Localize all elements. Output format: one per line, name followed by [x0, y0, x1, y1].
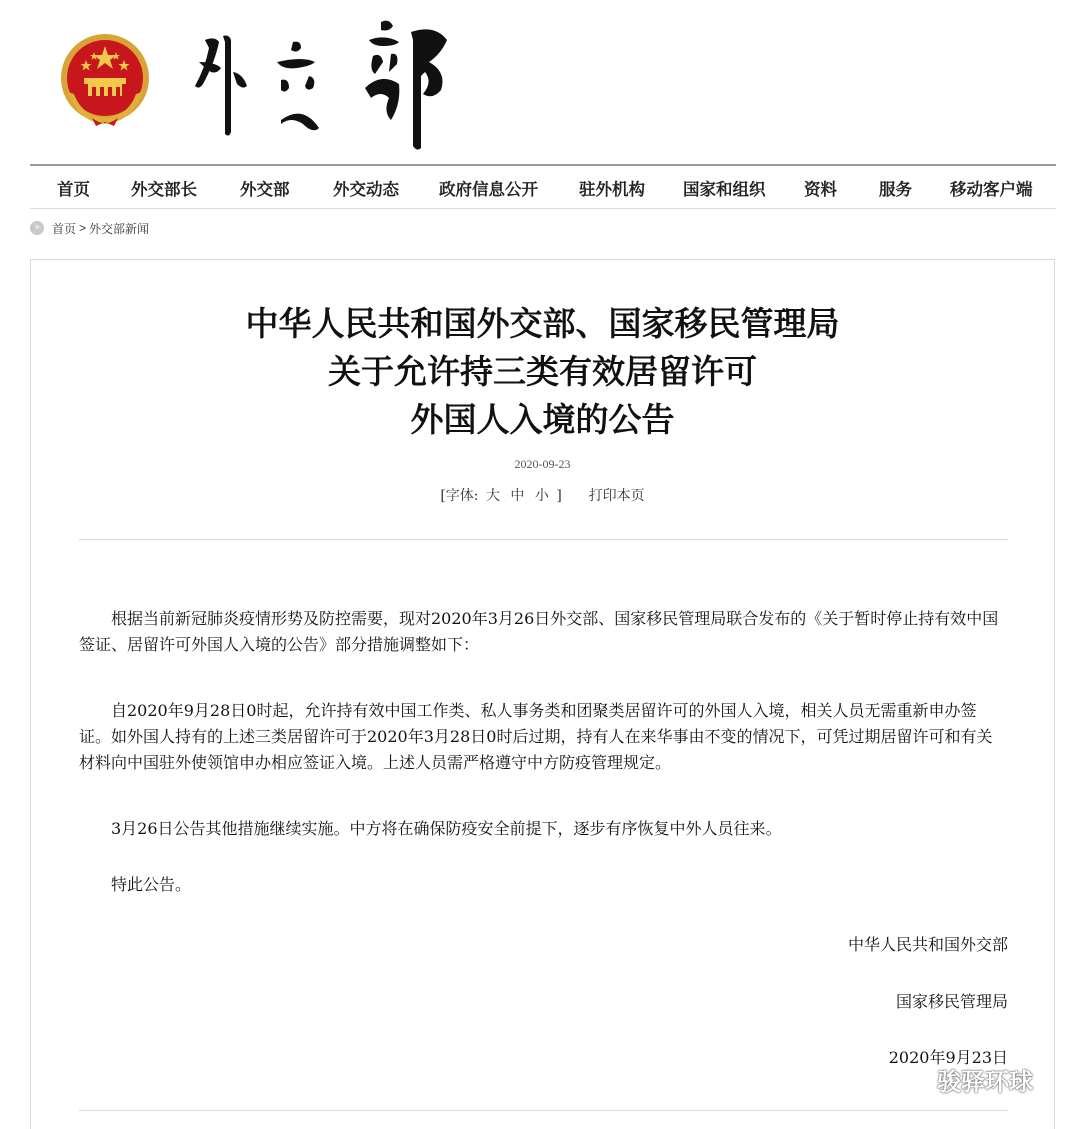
font-size-label-close: ] — [556, 488, 562, 504]
body-paragraph: 特此公告。 — [111, 875, 192, 894]
ministry-calligraphy-logo — [185, 12, 460, 152]
body-paragraph: 3月26日公告其他措施继续实施。中方将在确保防疫安全前提下，逐步有序恢复中外人员往来。 — [111, 819, 782, 838]
font-size-small-link[interactable]: 小 — [534, 488, 549, 504]
bottom-divider — [79, 1110, 1008, 1111]
nav-item-missions-abroad[interactable]: 驻外机构 — [579, 180, 645, 199]
breadcrumb-home[interactable]: 首页 — [52, 221, 77, 236]
title-line: 外国人入境的公告 — [410, 400, 675, 439]
nav-item-mobile-client[interactable]: 移动客户端 — [950, 180, 1033, 199]
nav-item-gov-info[interactable]: 政府信息公开 — [439, 180, 538, 199]
nav-item-countries-orgs[interactable]: 国家和组织 — [683, 180, 766, 199]
publish-date: 2020-09-23 — [514, 457, 571, 471]
title-line: 关于允许持三类有效居留许可 — [328, 352, 757, 391]
font-size-medium-link[interactable]: 中 — [510, 488, 525, 504]
signature-date: 2020年9月23日 — [888, 1048, 1008, 1067]
print-page-link[interactable]: 打印本页 — [588, 488, 645, 504]
font-size-large-link[interactable]: 大 — [485, 488, 500, 504]
body-paragraph: 自2020年9月28日0时起，允许持有效中国工作类、私人事务类和团聚类居留许可的外国人入境，相关人员无需重新申办签证。如外国人持有的上述三类居留许可于2020年3月28日0时后过期，持有人在来华事由不变的情况下，可凭过期居留许可和有关材料向中国驻外使领馆申办相应签证入境。上述人员需严格遵守中方防疫管理规定。 — [79, 701, 993, 772]
nav-item-minister[interactable]: 外交部长 — [131, 180, 197, 199]
article-tools — [31, 485, 1054, 505]
font-size-label: [字体: — [440, 488, 479, 504]
title-divider — [79, 539, 1008, 540]
signature-nia: 国家移民管理局 — [895, 992, 1008, 1011]
chevron-right-icon: » — [30, 221, 44, 235]
article-title — [31, 300, 1054, 444]
watermark — [895, 1062, 1033, 1097]
national-emblem-icon — [58, 32, 152, 128]
watermark-text: 骏驿环球 — [937, 1068, 1033, 1096]
breadcrumb — [30, 218, 149, 238]
signature-mfa: 中华人民共和国外交部 — [847, 935, 1008, 954]
nav-item-resources[interactable]: 资料 — [804, 180, 837, 199]
nav-item-services[interactable]: 服务 — [879, 180, 912, 199]
article-container — [30, 259, 1055, 1129]
title-line: 中华人民共和国外交部、国家移民管理局 — [245, 304, 840, 343]
breadcrumb-current[interactable]: 外交部新闻 — [89, 221, 150, 236]
wechat-icon — [895, 1066, 929, 1094]
nav-divider — [30, 208, 1056, 209]
breadcrumb-separator: > — [79, 221, 87, 235]
main-navigation — [30, 166, 1056, 208]
nav-item-diplomatic-news[interactable]: 外交动态 — [333, 180, 399, 199]
nav-item-ministry[interactable]: 外交部 — [240, 180, 290, 199]
nav-item-home[interactable]: 首页 — [57, 180, 90, 199]
body-paragraph: 根据当前新冠肺炎疫情形势及防控需要，现对2020年3月26日外交部、国家移民管理局联合发布的《关于暂时停止持有效中国签证、居留许可外国人入境的公告》部分措施调整如下： — [79, 609, 999, 654]
